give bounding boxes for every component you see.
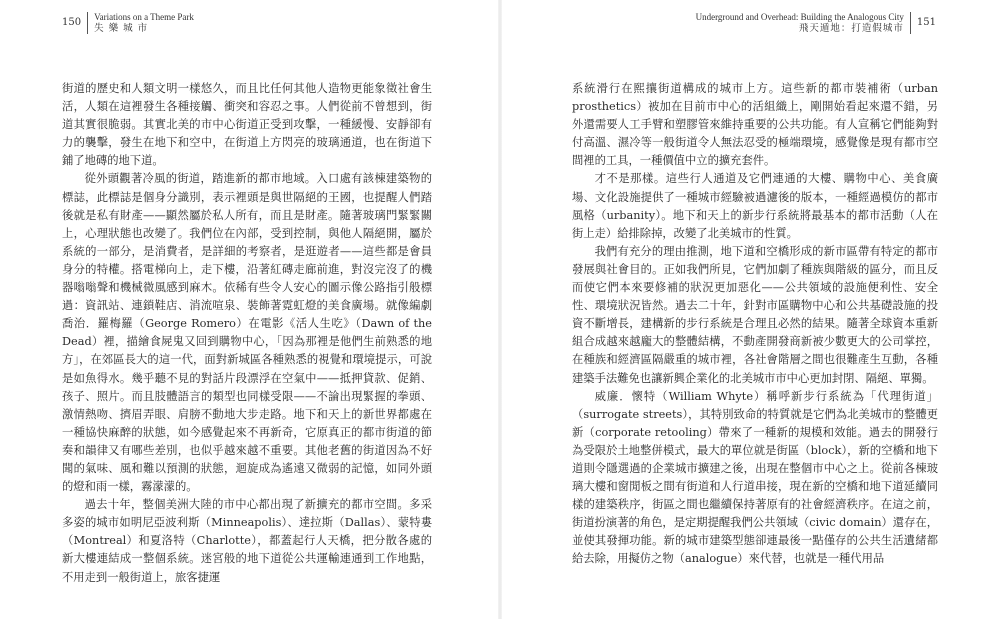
left-running-head-zh: 失 樂 城 市 — [94, 23, 149, 34]
paragraph: 街道的歷史和人類文明一樣悠久，而且比任何其他人造物更能象徵社會生活，人類在這裡發生各種接觸、衝突和容忍之事。人們從前不曾想到，街道其實很脆弱。其實北美的市中心街道正受到攻擊，一種緩慢、安靜卻有力的襲擊，發生在地下和空中，在街道上方閃亮的玻璃通道，也在街道下鋪了地磚的地下道。 — [62, 82, 432, 168]
right-running-head-zh: 飛天遁地：打造假城市 — [798, 23, 904, 34]
paragraph: 過去十年，整個美洲大陸的市中心都出現了新擴充的都市空間。多采多姿的城市如明尼亞波利斯（Minneapolis）、達拉斯（Dallas）、蒙特婁（Montreal）和夏洛特（Charlotte），都蓋起行人天橋，把分散各處的新大樓連結成一整個系統。迷宮般的地下道從公共運輸連通到工作地點，不用走到一般街道上，旅客捷運 — [62, 498, 432, 584]
left-body-text — [62, 80, 432, 587]
right-running-head — [696, 12, 936, 34]
header-divider — [87, 12, 88, 34]
paragraph: 系統滑行在熙攘街道構成的城市上方。這些新的都市裝補術（urban prosthetics）被加在目前市中心的活組織上，剛開始看起來還不錯，另外還需要人工手臂和塑膠管來維持重要的公共功能。有人宣稱它們能夠對付高溫、濕冷等一般街道令人無法忍受的極端環境，感覺像是現有都市空間裡的工具，一種價值中立的擴充套件。 — [572, 82, 938, 168]
right-page-number: 151 — [916, 17, 936, 28]
paragraph: 從外頭觀著冷風的街道，踏進新的都市地域。入口處有該棟建築物的標誌，此標誌是個身分識別，表示裡頭是與世隔絕的王國，也提醒人們踏後就是私有財產——顯然屬於私人所有，而且是財產。隨著玻璃門緊緊關上，心理狀態也改變了。我們位在內部，受到控制，與他人隔絕開，屬於系統的一部分，是消費者，是詳細的考察者，是逛遊者——這些都是會員身分的特權。搭電梯向上，走下樓，沿著紅磚走廊前進，對沒完沒了的機器嗡嗡聲和機械微風感到麻木。依稀有些令人安心的圖示像公路指引般標過：資訊站、連鎖鞋店、消流喧泉、裝飾著霓虹燈的美食廣場。就像編劇喬治．羅梅羅（George Romero）在電影《活人生吃》（Dawn of the Dead）裡，描繪食屍鬼又回到購物中心，「因為那裡是他們生前熟悉的地方」，在郊區長大的這一代，面對新城區各種熟悉的視覺和環境提示，可說是如魚得水。幾乎聽不見的對話片段漂浮在空氣中——抵押貸款、促銷、孩子、照片。而且肢體語言的類型也同樣受限——不論出現緊握的拳頭、激情熱吻、擠眉弄眼、肩膀不動地大步走路。地下和天上的新世界都處在一種協快麻醉的狀態，如今感覺起來不再新奇，它原真正的都市街道的節奏和韻律又有哪些差別，也似乎越來越不重要。其他老舊的街道因為不好聞的氣味、風和難以預測的狀態，迴旋成為遙遠又微弱的記憶，如同外頭的燈和雨一樣，霧濛濛的。 — [62, 172, 432, 494]
paragraph: 才不是那樣。這些行人通道及它們連通的大樓、購物中心、美食廣場、文化設施提供了一種城市經驗被過濾後的版本，一種經過模仿的都市風格（urbanity）。地下和天上的新步行系統將最基本的都市活動（人在街上走）給排除掉，改變了北美城市的性質。 — [572, 172, 938, 240]
right-running-head-en: Underground and Overhead: Building the Analogous City — [695, 12, 904, 22]
paragraph: 我們有充分的理由推測，地下道和空橋形成的新市區帶有特定的都市發展與社會目的。正如我們所見，它們加劇了種族與階級的區分，而且反而使它們本來要修補的狀況更加惡化——公共領域的設施便利性、安全性、環境狀況皆然。過去二十年，針對市區購物中心和公共基礎設施的投資不斷增長，建構新的步行系統是合理且必然的結果。隨著全球資本重新組合成越來越龐大的整體結構，不動產開發商新被少數更大的公司掌控，在種族和經濟區隔嚴重的城市裡，各社會階層之間也很難產生互動，各種建築手法難免也讓新興企業化的北美城市市中心更加封閉、隔絕、單獨。 — [572, 244, 938, 385]
header-divider — [910, 12, 911, 34]
left-running-head-en: Variations on a Theme Park — [94, 12, 194, 22]
right-body-text — [572, 80, 938, 569]
left-running-head — [62, 12, 194, 34]
paragraph: 威廉．懷特（William Whyte）稱呼新步行系統為「代理街道」（surrogate streets），其特別致命的特質就是它們為北美城市的整體更新（corporate retooling）帶來了一種新的規模和效能。過去的開發行為受限於土地整併模式，最大的單位就是街區（block），新的空橋和地下道則令隱選過的企業城市擴建之後，出現在整個市中心之上。從前各棟玻璃大樓和窗閒板之間有街道和人行道串接，現在新的空橋和地下道延續同樣的建築秩序，街區之間也繼續保持著原有的社會經濟秩序。在這之前，街道扮演著的角色，是定期提醒我們公共領域（civic domain）還存在，並使其發揮功能。新的城市建築型態卻連最後一點僅存的公共生活遺緒都給去除，用擬仿之物（analogue）來代替，也就是一種代用品 — [572, 389, 938, 566]
right-page — [500, 0, 1000, 619]
left-page-number: 150 — [62, 17, 82, 28]
